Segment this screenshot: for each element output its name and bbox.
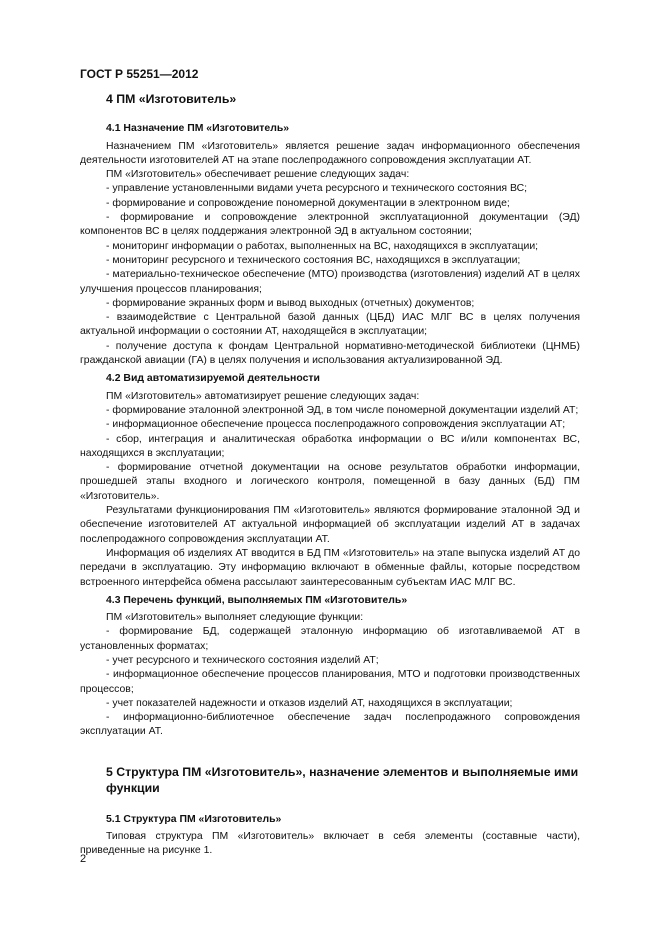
list-item: - мониторинг ресурсного и технического состояния ВС, находящихся в эксплуатации; bbox=[106, 254, 521, 266]
list-item: - формирование экранных форм и вывод выходных (отчетных) документов; bbox=[106, 297, 475, 309]
subsection-5-1-body bbox=[80, 830, 580, 859]
list-item: - сбор, интеграция и аналитическая обработка информации о ВС и/или компонентах ВС, находящихся в эксплуатации; bbox=[80, 433, 580, 459]
subsection-4-3-title: 4.3 Перечень функций, выполняемых ПМ «Изготовитель» bbox=[106, 594, 408, 606]
list-item: - формирование БД, содержащей эталонную информацию об изготавливаемой АТ в установленных форматах; bbox=[80, 626, 580, 652]
paragraph: ПМ «Изготовитель» выполняет следующие функции: bbox=[106, 612, 364, 624]
section-4-title: 4 ПМ «Изготовитель» bbox=[106, 92, 237, 106]
list-item: - информационное обеспечение процесса послепродажного сопровождения эксплуатации АТ; bbox=[106, 419, 566, 431]
section-5-title: 5 Структура ПМ «Изготовитель», назначение элементов и выполняемые ими функции bbox=[106, 764, 579, 795]
paragraph: Назначением ПМ «Изготовитель» является решение задач информационного обеспечения деятельности изготовителей АТ на этапе послепродажного сопровождения эксплуатации АТ. bbox=[80, 140, 580, 166]
list-item: - формирование эталонной электронной ЭД, в том числе пономерной документации изделий АТ; bbox=[106, 404, 579, 416]
subsection-4-3-body bbox=[80, 611, 580, 740]
list-item: - учет ресурсного и технического состояния изделий АТ; bbox=[106, 654, 379, 666]
subsection-4-2-body bbox=[80, 390, 580, 590]
subsection-5-1-title: 5.1 Структура ПМ «Изготовитель» bbox=[106, 813, 282, 825]
subsection-4-1-title: 4.1 Назначение ПМ «Изготовитель» bbox=[106, 123, 290, 135]
subsection-4-2-title: 4.2 Вид автоматизируемой деятельности bbox=[106, 373, 320, 385]
list-item: - получение доступа к фондам Центральной нормативно-методической библиотеки (ЦНМБ) гражданской авиации (ГА) в целях получения и использования актуализированной ЭД. bbox=[80, 340, 580, 367]
list-item: - формирование отчетной документации на основе результатов обработки информации, прошедшей этапы входного и логического контроля, помещенной в базу данных (БД) ПМ «Изготовитель». bbox=[80, 462, 580, 502]
document-header: ГОСТ Р 55251—2012 bbox=[80, 67, 199, 81]
list-item: - формирование и сопровождение пономерной документации в электронном виде; bbox=[106, 197, 510, 209]
list-item: - взаимодействие с Центральной базой данных (ЦБД) ИАС МЛГ ВС в целях получения актуальной информации о состоянии АТ, находящейся в эксплуатации; bbox=[80, 312, 580, 338]
paragraph: Типовая структура ПМ «Изготовитель» включает в себя элементы (составные части), приведенные на рисунке 1. bbox=[80, 831, 580, 857]
page-number: 2 bbox=[80, 853, 87, 865]
list-item: - материально-техническое обеспечение (МТО) производства (изготовления) изделий АТ в целях улучшения процессов планирования; bbox=[80, 269, 580, 295]
list-item: - формирование и сопровождение электронной эксплуатационной документации (ЭД) компонентов ВС в целях поддержания электронной ЭД в актуальном состоянии; bbox=[80, 212, 580, 238]
paragraph: ПМ «Изготовитель» обеспечивает решение следующих задач: bbox=[106, 169, 410, 181]
paragraph: Результатами функционирования ПМ «Изготовитель» являются формирование эталонной ЭД и обеспечение изготовителей АТ актуальной информацией об эксплуатации изделий АТ в задачах послепродажного сопровождения эксплуатации АТ. bbox=[80, 505, 580, 545]
paragraph: ПМ «Изготовитель» автоматизирует решение следующих задач: bbox=[106, 390, 420, 402]
list-item: - управление установленными видами учета ресурсного и технического состояния ВС; bbox=[106, 183, 528, 195]
list-item: - информационно-библиотечное обеспечение задач послепродажного сопровождения эксплуатации АТ. bbox=[80, 712, 580, 738]
page-content bbox=[80, 92, 580, 859]
list-item: - информационное обеспечение процессов планирования, МТО и подготовки производственных процессов; bbox=[80, 669, 580, 695]
list-item: - мониторинг информации о работах, выполненных на ВС, находящихся в эксплуатации; bbox=[106, 240, 539, 252]
list-item: - учет показателей надежности и отказов изделий АТ, находящихся в эксплуатации; bbox=[106, 697, 513, 709]
paragraph: Информация об изделиях АТ вводится в БД ПМ «Изготовитель» на этапе выпуска изделий АТ до передачи в эксплуатацию. Эту информацию включают в обменные файлы, которые посредством встроенного интерфейса обмена рассылают заинтересованным субъектам ИАС МЛГ ВС. bbox=[80, 547, 580, 588]
subsection-4-1-body bbox=[80, 140, 580, 369]
